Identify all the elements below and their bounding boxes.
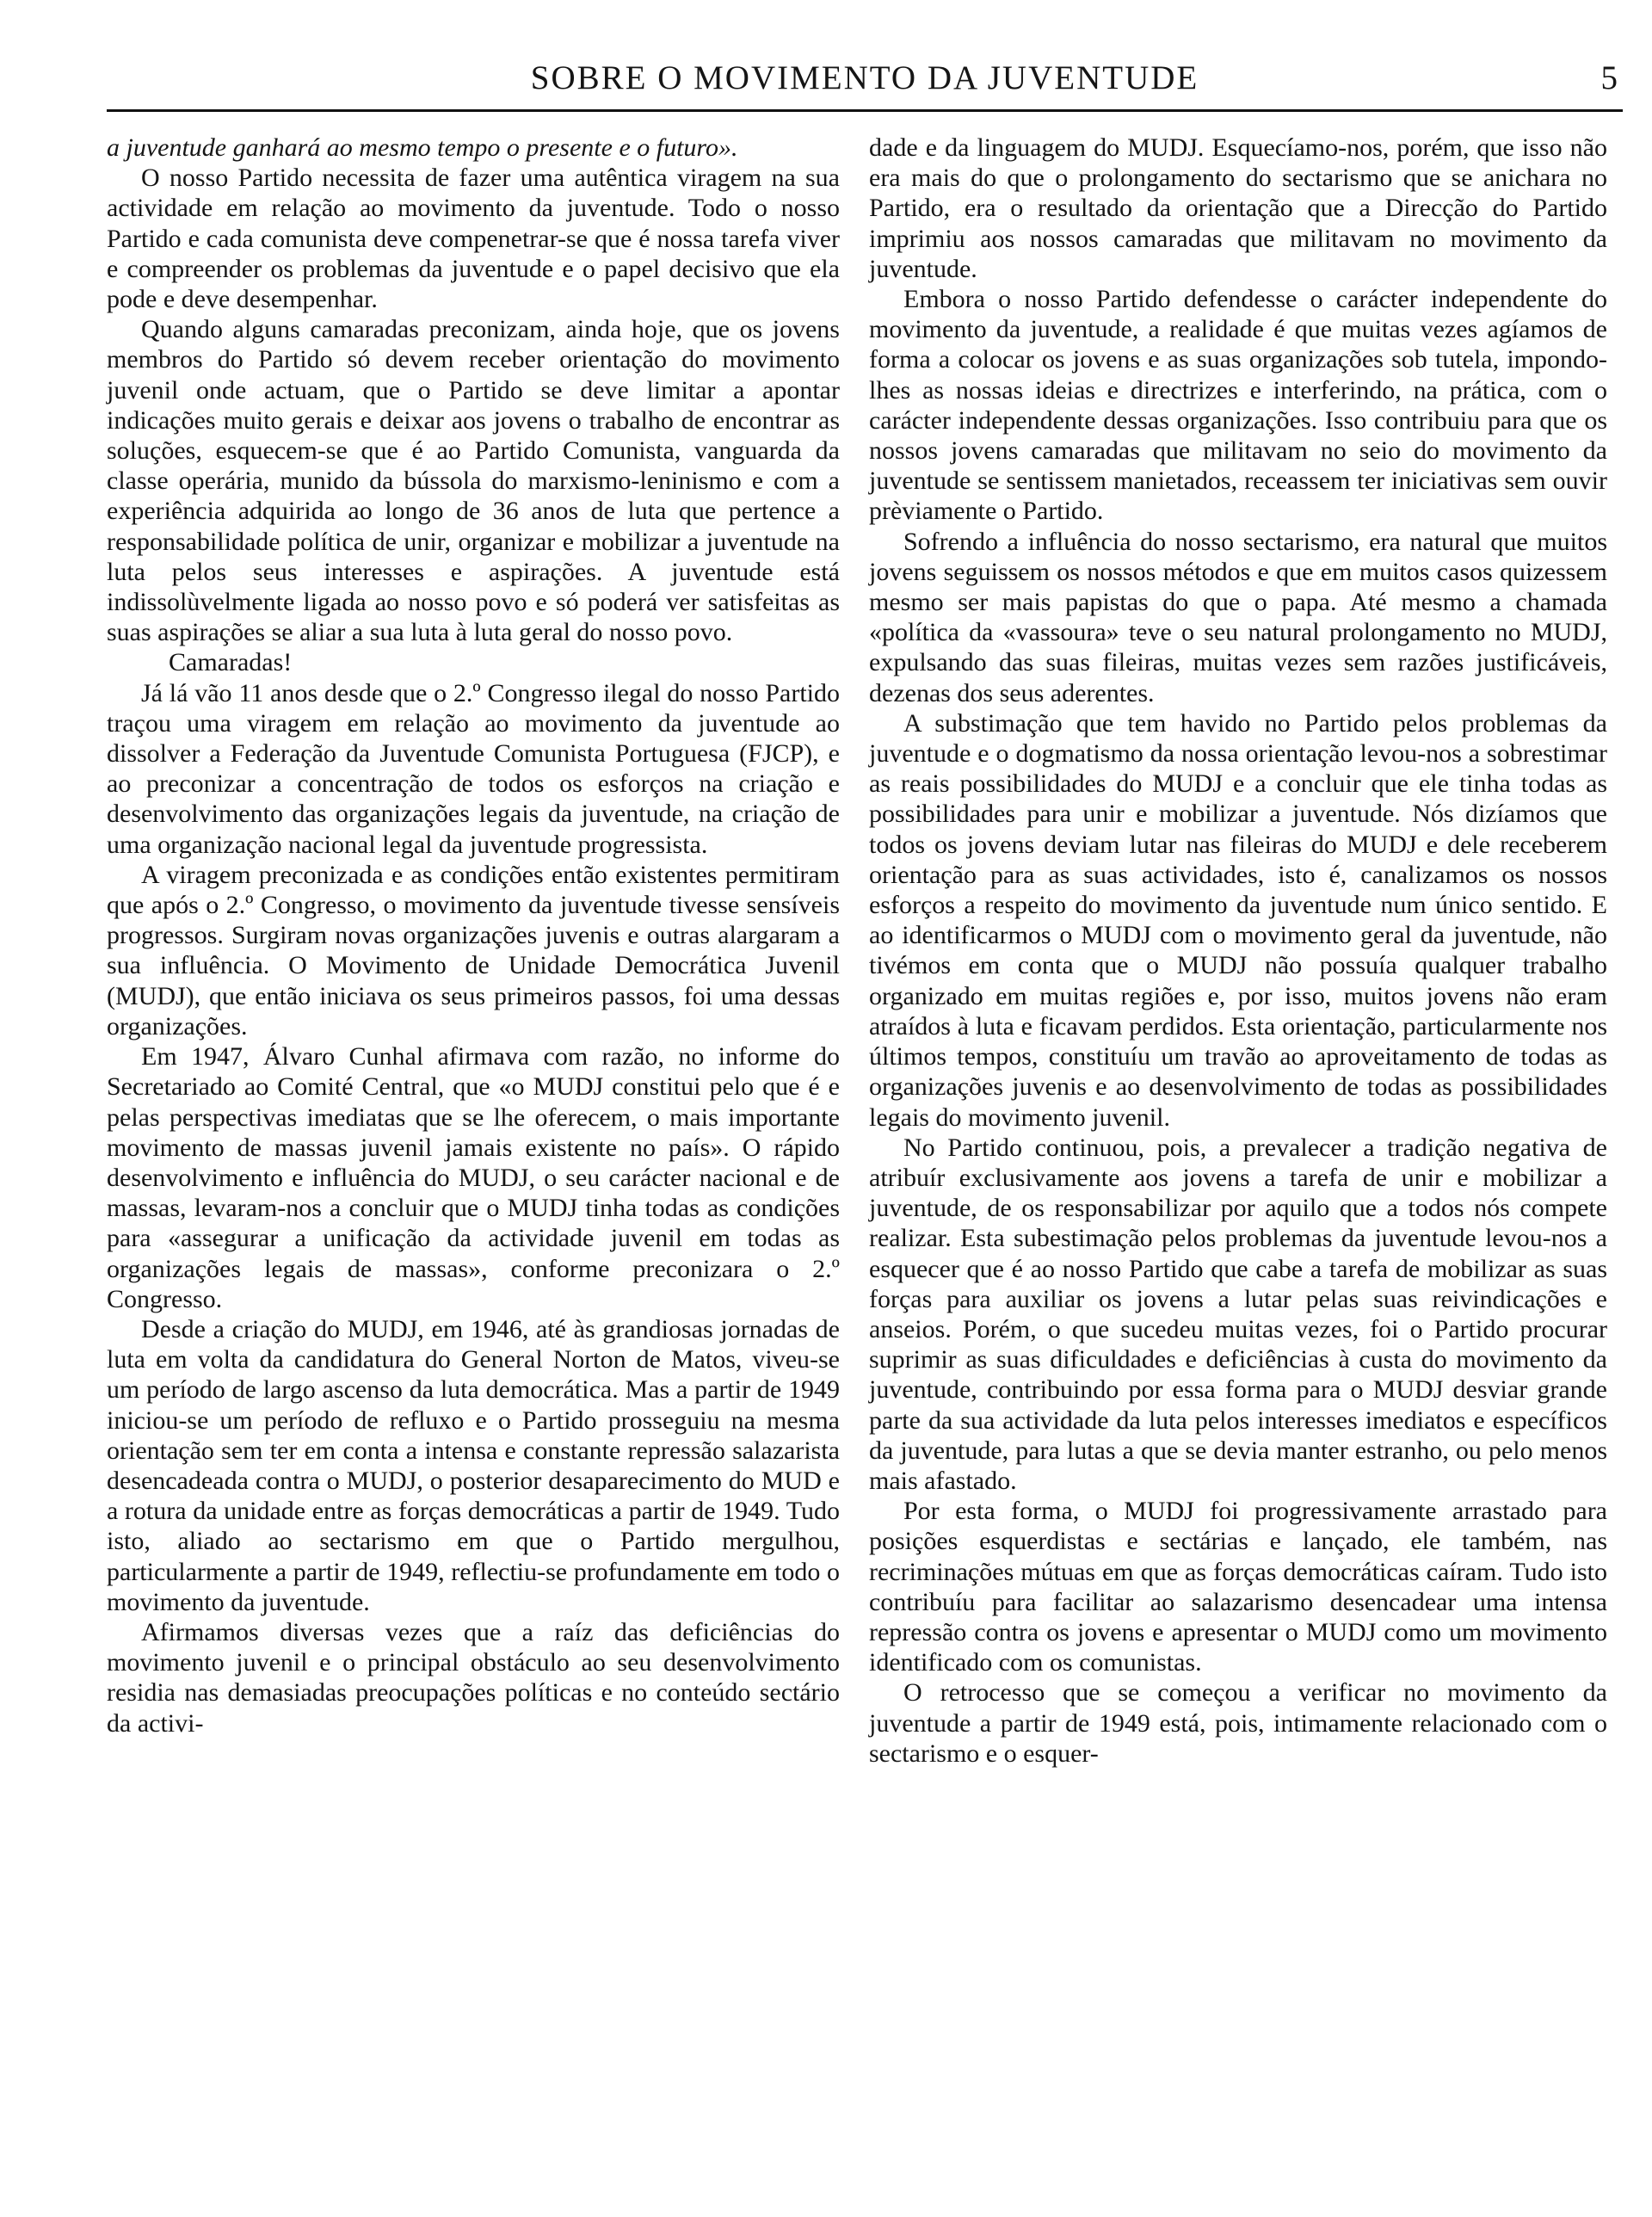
paragraph-quote-end: a juventude ganhará ao mesmo tempo o presente e o futuro». xyxy=(107,133,738,162)
paragraph: No Partido continuou, pois, a prevalecer a tradição negativa de atribuír exclusivamente aos jovens a tarefa de unir e mobilizar a juventude, de os responsabilizar por aquilo que a todos nós compete realizar. Esta subestimação pelos problemas da juventude levou-nos a esquecer que é ao nosso Partido que cabe a tarefa de mobilizar as suas forças para auxiliar os jovens a lutar pelas suas reivindicações e anseios. Porém, o que sucedeu muitas vezes, foi o Partido procurar suprimir as suas dificuldades e deficiências à custa do movimento da juventude, contribuindo por essa forma para o MUDJ desviar grande parte da sua actividade da luta pelos interesses imediatos e específicos da juventude, para lutas a que se devia manter estranho, ou pelo menos mais afastado. xyxy=(869,1133,1607,1495)
paragraph: A substimação que tem havido no Partido pelos problemas da juventude e o dogmatismo da nossa orientação levou-nos a sobrestimar as reais possibilidades do MUDJ e a concluir que ele tinha todas as possibilidades para unir e mobilizar a juventude. Nós dizíamos que todos os jovens deviam lutar nas fileiras do MUDJ e dele receberem orientação para as suas actividades, isto é, canalizamos os nossos esforços a respeito do movimento da juventude num único sentido. E ao identificarmos o MUDJ com o movimento geral da juventude, não tivémos em conta que o MUDJ não possuía qualquer trabalho organizado em muitas regiões e, por isso, muitos jovens não eram atraídos à luta e ficavam perdidos. Esta orientação, particularmente nos últimos tempos, constituíu um travão ao aproveitamento de todas as organizações juvenis e ao desenvolvimento de todas as possibilidades legais do movimento juvenil. xyxy=(869,708,1607,1132)
left-column xyxy=(107,133,840,1738)
paragraph: Sofrendo a influência do nosso sectarismo, era natural que muitos jovens seguissem os nossos métodos e que em muitos casos quizessem mesmo ser mais papistas do que o papa. Até mesmo a chamada «política da «vassoura» teve o seu natural prolongamento no MUDJ, expulsando das suas fileiras, muitas vezes sem razões justificáveis, dezenas dos seus aderentes. xyxy=(869,527,1607,707)
paragraph: Já lá vão 11 anos desde que o 2.º Congresso ilegal do nosso Partido traçou uma viragem em relação ao movimento da juventude ao dissolver a Federação da Juventude Comunista Portuguesa (FJCP), e ao preconizar a concentração de todos os esforços na criação e desenvolvimento das organizações legais da juventude, na criação de uma organização nacional legal da juventude progressista. xyxy=(107,678,840,859)
page-number: 5 xyxy=(1600,59,1618,96)
paragraph: Por esta forma, o MUDJ foi progressivamente arrastado para posições esquerdistas e sectárias e lançado, ele também, nas recriminações mútuas em que as forças democráticas caíram. Tudo isto contribuíu para facilitar ao salazarismo desencadear uma intensa repressão contra os jovens e apresentar o MUDJ como um movimento identificado com os comunistas. xyxy=(869,1497,1607,1677)
paragraph-salutation: Camaradas! xyxy=(169,648,293,677)
running-title: SOBRE O MOVIMENTO DA JUVENTUDE xyxy=(530,59,1199,96)
paragraph: O retrocesso que se começou a verificar no movimento da juventude a partir de 1949 está, pois, intimamente relacionado com o sectarismo e o esquer- xyxy=(869,1678,1607,1768)
paragraph: Afirmamos diversas vezes que a raíz das deficiências do movimento juvenil e o principal obstáculo ao seu desenvolvimento residia nas demasiadas preocupações políticas e no conteúdo sectário da activi- xyxy=(107,1617,840,1738)
paragraph: Embora o nosso Partido defendesse o carácter independente do movimento da juventude, a realidade é que muitas vezes agíamos de forma a colocar os jovens e as suas organizações sob tutela, impondo-lhes as nossas ideias e directrizes e interferindo, na prática, com o carácter independente dessas organizações. Isso contribuiu para que os nossos jovens camaradas que militavam no seio do movimento da juventude se sentissem manietados, receassem ter iniciativas sem ouvir prèviamente o Partido. xyxy=(869,285,1607,526)
paragraph: O nosso Partido necessita de fazer uma autêntica viragem na sua actividade em relação ao movimento da juventude. Todo o nosso Partido e cada comunista deve compenetrar-se que é nossa tarefa viver e compreender os problemas da juventude e o papel decisivo que ela pode e deve desempenhar. xyxy=(107,164,840,314)
paragraph: A viragem preconizada e as condições então existentes permitiram que após o 2.º Congresso, o movimento da juventude tivesse sensíveis progressos. Surgiram novas organizações juvenis e outras alargaram a sua influência. O Movimento de Unidade Democrática Juvenil (MUDJ), que então iniciava os seus primeiros passos, foi uma dessas organizações. xyxy=(107,860,840,1041)
header-rule xyxy=(107,109,1623,112)
page-header xyxy=(107,55,1623,112)
right-column xyxy=(869,133,1607,1769)
paragraph-continued: dade e da linguagem do MUDJ. Esquecíamo-nos, porém, que isso não era mais do que o prolongamento do sectarismo que se anichara no Partido, era o resultado da orientação que a Direcção do Partido imprimiu aos nossos camaradas que militavam no movimento da juventude. xyxy=(869,133,1607,283)
paragraph: Quando alguns camaradas preconizam, ainda hoje, que os jovens membros do Partido só devem receber orientação do movimento juvenil onde actuam, que o Partido se deve limitar a apontar indicações muito gerais e deixar aos jovens o trabalho de encontrar as soluções, esquecem-se que é ao Partido Comunista, vanguarda da classe operária, munido da bússola do marxismo-leninismo e com a experiência adquirida ao longo de 36 anos de luta que pertence a responsabilidade política de unir, organizar e mobilizar a juventude na luta pelos seus interesses e aspirações. A juventude está indissolùvelmente ligada ao nosso povo e só poderá ver satisfeitas as suas aspirações se aliar a sua luta à luta geral do nosso povo. xyxy=(107,315,840,647)
paragraph: Desde a criação do MUDJ, em 1946, até às grandiosas jornadas de luta em volta da candidatura do General Norton de Matos, viveu-se um período de largo ascenso da luta democrática. Mas a partir de 1949 iniciou-se um período de refluxo e o Partido prosseguiu na mesma orientação sem ter em conta a intensa e constante repressão salazarista desencadeada contra o MUDJ, o posterior desaparecimento do MUD e a rotura da unidade entre as forças democráticas a partir de 1949. Tudo isto, aliado ao sectarismo em que o Partido mergulhou, particularmente a partir de 1949, reflectiu-se profundamente em todo o movimento da juventude. xyxy=(107,1314,840,1616)
paragraph: Em 1947, Álvaro Cunhal afirmava com razão, no informe do Secretariado ao Comité Central, que «o MUDJ constitui pelo que é e pelas perspectivas imediatas que se lhe oferecem, o mais importante movimento de massas juvenil jamais existente no país». O rápido desenvolvimento e influência do MUDJ, o seu carácter nacional e de massas, levaram-nos a concluir que o MUDJ tinha todas as condições para «assegurar a unificação da actividade juvenil em todas as organizações legais de massas», conforme preconizara o 2.º Congresso. xyxy=(107,1042,840,1313)
